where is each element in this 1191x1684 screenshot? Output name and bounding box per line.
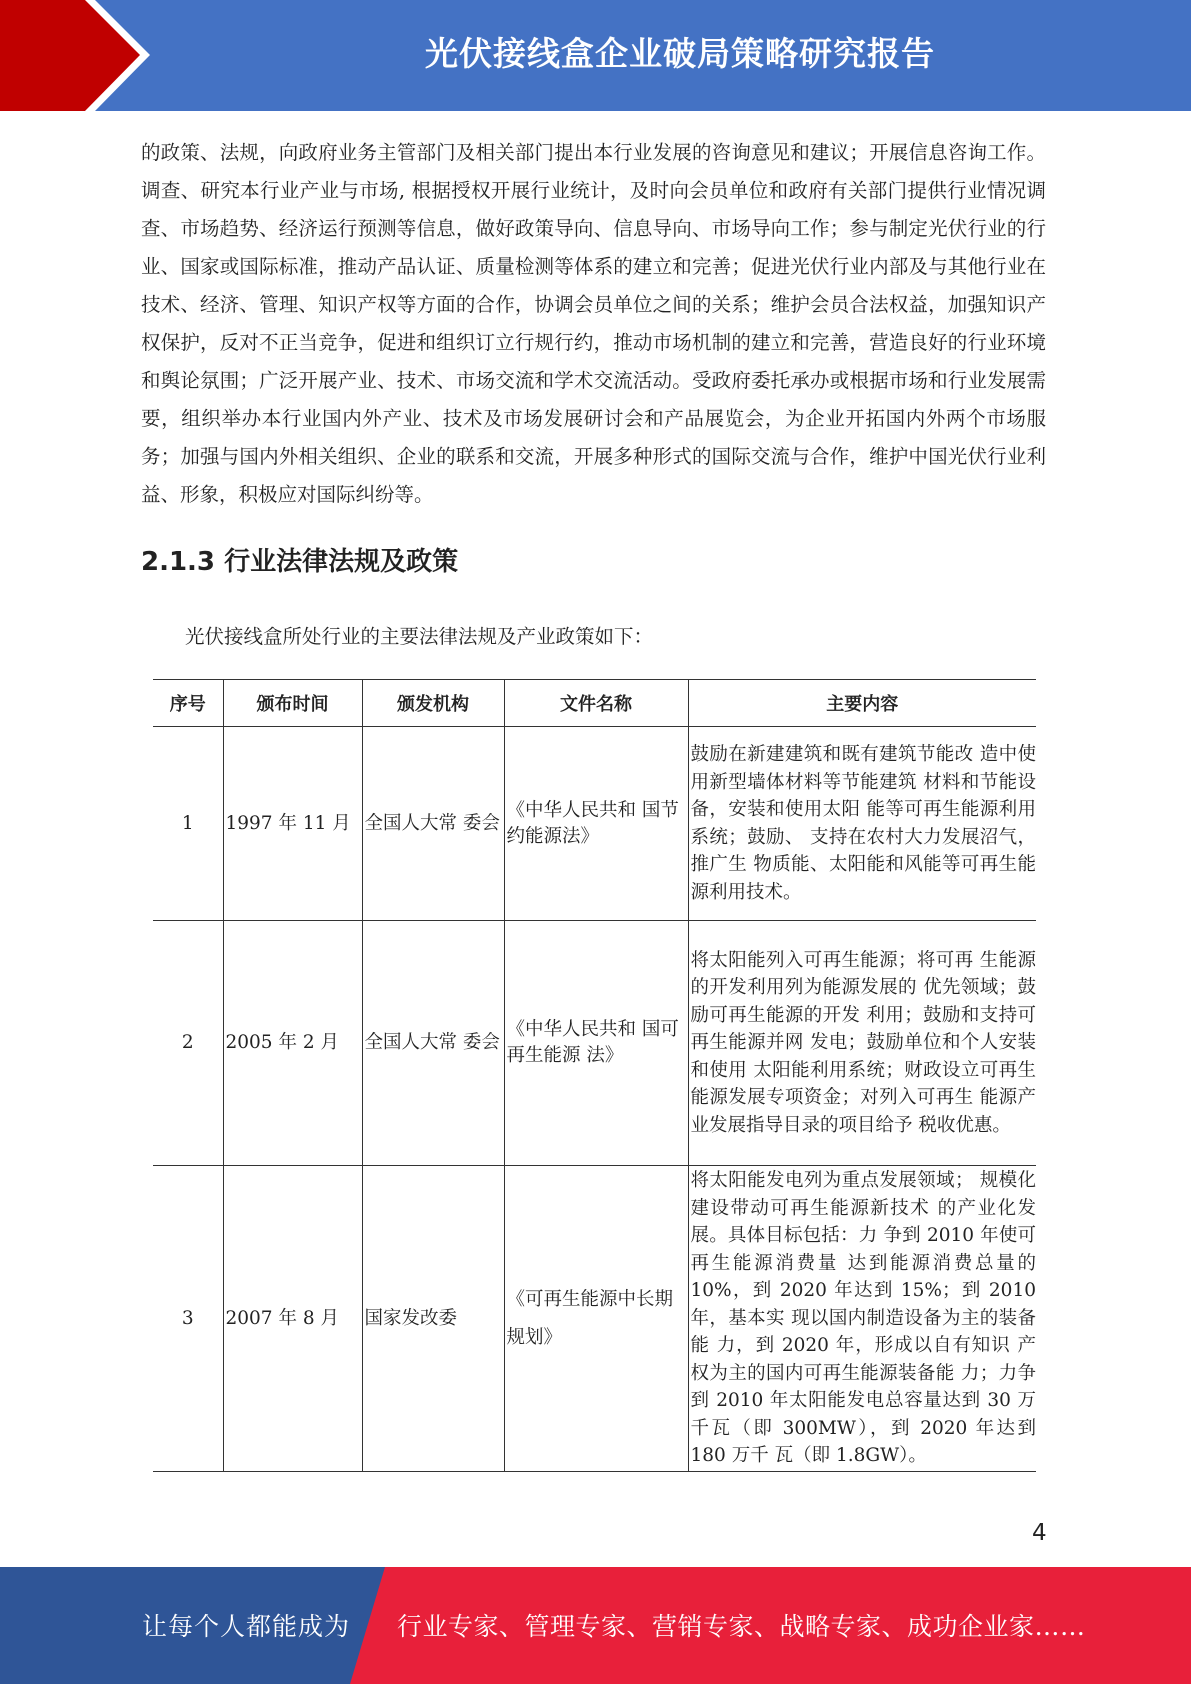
- policy-table: [153, 679, 1036, 1472]
- table-row: [153, 727, 1036, 921]
- table-row: [153, 1166, 1036, 1472]
- footer-slogan-left: 让每个人都能成为: [142, 1612, 351, 1641]
- page-header: [0, 0, 1191, 111]
- footer-slogan-right: 行业专家、管理专家、营销专家、战略专家、成功企业家……: [397, 1612, 1086, 1641]
- report-title: 光伏接线盒企业破局策略研究报告: [425, 34, 935, 73]
- cell-org: 全国人大常 委会: [362, 727, 504, 921]
- header-org: 颁发机构: [362, 680, 504, 727]
- header-doc: 文件名称: [504, 680, 688, 727]
- cell-content: 将太阳能列入可再生能源；将可再 生能源的开发利用列为能源发展的 优先领域；鼓励可再生能源的开发 利用；鼓励和支持可再生能源并网 发电；鼓励单位和个人安装和使用 太阳能利用系统；财政设立可再生 能源发展专项资金；对列入可再生 能源产业发展指导目录的项目给予 税收优惠。: [688, 921, 1036, 1166]
- cell-content: 将太阳能发电列为重点发展领域； 规模化建设带动可再生能源新技术 的产业化发展。具体目标包括：力 争到 2010 年使可再生能源消费量 达到能源消费总量的 10%，到 2020 年达到 15%；到 2010 年，基本实 现以国内制造设备为主的装备能 力，到 2020 年，形成以自有知识 产权为主的国内可再生能源装备能 力；力争到 2010 年太阳能发电总容量达到 30 万千瓦（即 300MW），到 2020 年达到 180 万千 瓦（即 1.8GW）。: [688, 1166, 1036, 1472]
- table-header-row: [153, 680, 1036, 727]
- cell-date: 1997 年 11 月: [223, 727, 362, 921]
- cell-no: 1: [153, 727, 223, 921]
- cell-no: 2: [153, 921, 223, 1166]
- cell-doc: 《中华人民共和 国可再生能源 法》: [504, 921, 688, 1166]
- table-intro: 光伏接线盒所处行业的主要法律法规及产业政策如下：: [185, 625, 654, 648]
- header-date: 颁布时间: [223, 680, 362, 727]
- cell-date: 2005 年 2 月: [223, 921, 362, 1166]
- cell-content: 鼓励在新建建筑和既有建筑节能改 造中使用新型墙体材料等节能建筑 材料和节能设备，安装和使用太阳 能等可再生能源利用系统；鼓励、 支持在农村大力发展沼气，推广生 物质能、太阳能和风能等可再生能 源利用技术。: [688, 727, 1036, 921]
- cell-doc: 《可再生能源中长期规划》: [504, 1166, 688, 1472]
- header-no: 序号: [153, 680, 223, 727]
- cell-org: 国家发改委: [362, 1166, 504, 1472]
- body-paragraph: 的政策、法规，向政府业务主管部门及相关部门提出本行业发展的咨询意见和建议；开展信息咨询工作。调查、研究本行业产业与市场, 根据授权开展行业统计，及时向会员单位和政府有关部门提供行业情况调查、市场趋势、经济运行预测等信息，做好政策导向、信息导向、市场导向工作；参与制定光伏行业的行业、国家或国际标准，推动产品认证、质量检测等体系的建立和完善；促进光伏行业内部及与其他行业在技术、经济、管理、知识产权等方面的合作，协调会员单位之间的关系；维护会员合法权益，加强知识产权保护，反对不正当竞争，促进和组织订立行规行约，推动市场机制的建立和完善，营造良好的行业环境和舆论氛围；广泛开展产业、技术、市场交流和学术交流活动。受政府委托承办或根据市场和行业发展需要，组织举办本行业国内外产业、技术及市场发展研讨会和产品展览会，为企业开拓国内外两个市场服务；加强与国内外相关组织、企业的联系和交流，开展多种形式的国际交流与合作，维护中国光伏行业利益、形象，积极应对国际纠纷等。: [141, 141, 1046, 506]
- cell-date: 2007 年 8 月: [223, 1166, 362, 1472]
- page-footer: [0, 1567, 1191, 1684]
- header-content: 主要内容: [688, 680, 1036, 727]
- cell-org: 全国人大常 委会: [362, 921, 504, 1166]
- section-heading: 2.1.3 行业法律法规及政策: [141, 547, 459, 577]
- page-number: 4: [1032, 1520, 1047, 1546]
- table-row: [153, 921, 1036, 1166]
- cell-no: 3: [153, 1166, 223, 1472]
- cell-doc: 《中华人民共和 国节约能源法》: [504, 727, 688, 921]
